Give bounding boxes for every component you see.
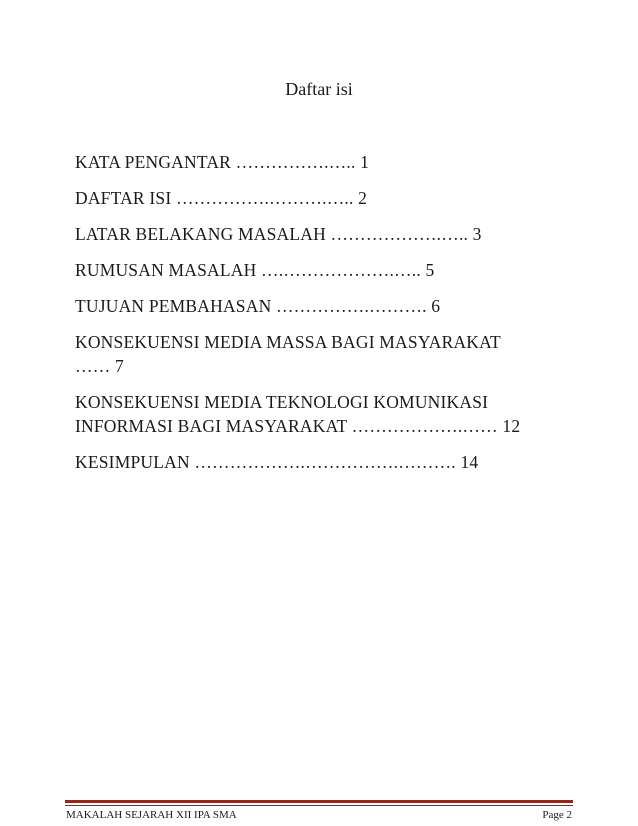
toc-entry-latar-belakang: [75, 222, 575, 246]
toc-entry-text: KONSEKUENSI MEDIA MASSA BAGI MASYARAKAT: [75, 332, 501, 352]
toc-entry-tujuan-pembahasan: [75, 294, 575, 318]
toc-entry-text: KONSEKUENSI MEDIA TEKNOLOGI KOMUNIKASI: [75, 392, 489, 412]
footer-document-title: MAKALAH SEJARAH XII IPA SMA: [66, 809, 237, 821]
toc-entry-kata-pengantar: [75, 150, 575, 174]
toc-entry-daftar-isi: [75, 186, 575, 210]
toc-entry-kesimpulan: [75, 450, 575, 474]
table-of-contents: [75, 150, 575, 486]
toc-entry-konsekuensi-media-massa: [75, 330, 575, 378]
toc-entry-text: RUMUSAN MASALAH ….……………….….. 5: [75, 260, 435, 280]
toc-entry-text: DAFTAR ISI …………….……….….. 2: [75, 188, 368, 208]
toc-entry-rumusan-masalah: [75, 258, 575, 282]
toc-entry-text: KATA PENGANTAR …………….….. 1: [75, 152, 370, 172]
toc-entry-text: INFORMASI BAGI MASYARAKAT ……………….…… 12: [75, 416, 521, 436]
toc-entry-text: …… 7: [75, 356, 124, 376]
toc-entry-text: TUJUAN PEMBAHASAN …………….………. 6: [75, 296, 441, 316]
toc-entry-konsekuensi-media-teknologi: [75, 390, 575, 438]
footer-rule-thick: [65, 800, 573, 803]
footer-page-number: Page 2: [542, 809, 572, 821]
toc-entry-text: KESIMPULAN ……………….…………….………. 14: [75, 452, 479, 472]
page-title: Daftar isi: [285, 79, 353, 99]
footer-rule-thin: [65, 805, 573, 806]
toc-entry-text: LATAR BELAKANG MASALAH ……………….….. 3: [75, 224, 482, 244]
